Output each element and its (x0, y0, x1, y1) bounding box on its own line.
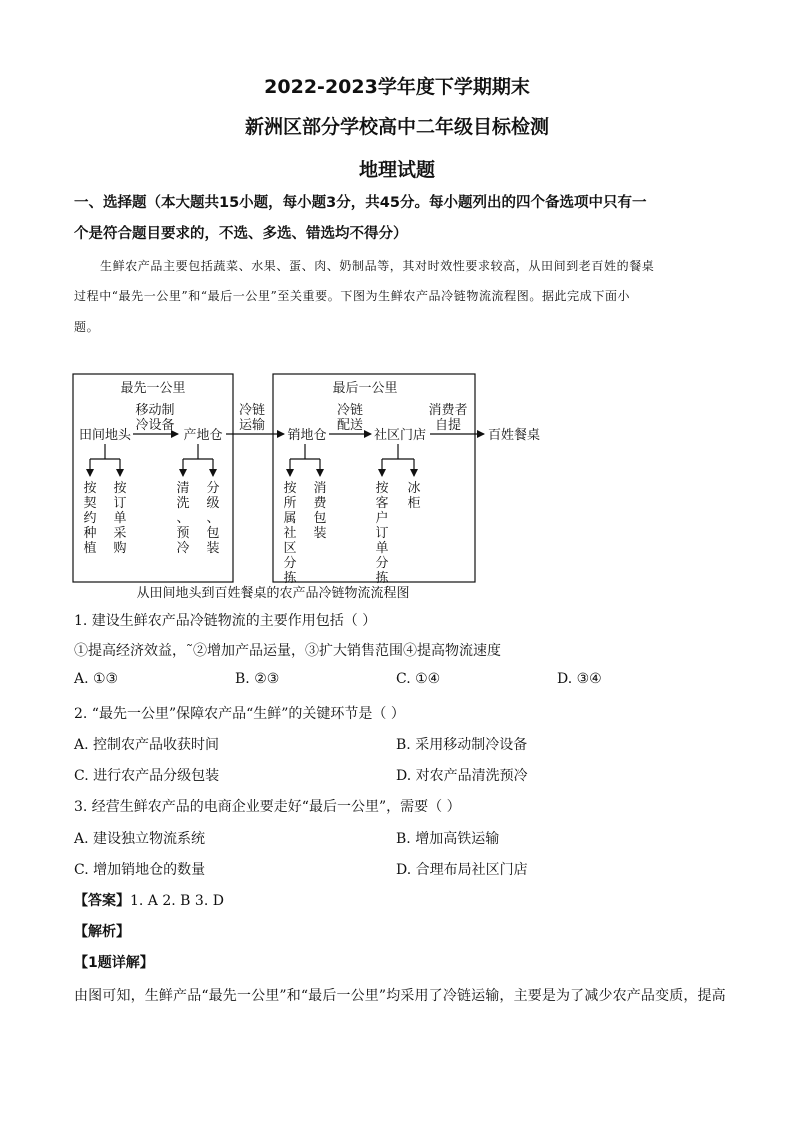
sub-item-s1-char: 契 (83, 496, 97, 511)
passage-line3: 题。 (74, 320, 100, 334)
q3-option-c[interactable]: C. 增加销地仓的数量 (74, 862, 206, 878)
sub-item-s2-char: 购 (113, 541, 127, 556)
sub-item-s5-char: 属 (283, 511, 297, 526)
sub-item-s3-char: 、 (176, 511, 190, 526)
edge-label-4b: 自提 (434, 418, 462, 433)
diagram-caption: 从田间地头到百姓餐桌的农产品冷链物流流程图 (136, 586, 410, 601)
sub-item-s6-char: 装 (313, 526, 327, 541)
edge-label-1a: 移动制 (135, 403, 175, 418)
q1-statements: ①提高经济效益，˜②增加产品运量，③扩大销售范围④提高物流速度 (74, 643, 501, 659)
sub-item-s7-char: 按 (375, 481, 389, 496)
edge-label-2b: 运输 (238, 418, 266, 433)
edge-label-3b: 配送 (336, 418, 364, 433)
q1-option-a[interactable]: A. ①③ (74, 671, 119, 687)
sub-item-s4-char: 分 (206, 481, 220, 496)
sub-item-s7-char: 分 (375, 556, 389, 571)
q2-option-b[interactable]: B. 采用移动制冷设备 (396, 737, 528, 753)
sub-item-s8-char: 柜 (407, 496, 421, 511)
sub-item-s3-char: 冷 (176, 541, 190, 556)
answer-label: 【答案】 (74, 893, 130, 909)
sub-item-s4-char: 装 (206, 541, 220, 556)
q2-option-a[interactable]: A. 控制农产品收获时间 (74, 737, 220, 753)
sub-item-s6-char: 消 (313, 481, 327, 496)
sub-item-s5-char: 区 (283, 541, 297, 556)
q2-stem: 2. “最先一公里”保障农产品“生鲜”的关键环节是（ ） (74, 706, 405, 722)
section-heading-line1: 一、选择题（本大题共15小题，每小题3分，共45分。每小题列出的四个备选项中只有一 (74, 195, 647, 211)
q1-stem: 1. 建设生鲜农产品冷链物流的主要作用包括（ ） (74, 613, 377, 629)
sub-item-s5-char: 按 (283, 481, 297, 496)
sub-item-s4-char: 、 (206, 511, 220, 526)
q1-option-c[interactable]: C. ①④ (396, 671, 441, 687)
exam-subject-title: 地理试题 (358, 159, 435, 181)
q1-option-b[interactable]: B. ②③ (235, 671, 280, 687)
exam-title-line2: 新洲区部分学校高中二年级目标检测 (244, 116, 549, 138)
q2-option-c[interactable]: C. 进行农产品分级包装 (74, 768, 220, 784)
edge-label-1b: 冷设备 (135, 418, 175, 433)
edge-label-2a: 冷链 (238, 403, 266, 418)
q1-detail-label: 【1题详解】 (74, 955, 154, 971)
section-heading-line2: 个是符合题目要求的，不选、多选、错选均不得分） (74, 226, 408, 242)
q3-option-b[interactable]: B. 增加高铁运输 (396, 831, 500, 847)
sub-item-s2-char: 单 (113, 511, 127, 526)
q3-stem: 3. 经营生鲜农产品的电商企业要走好“最后一公里”，需要（ ） (74, 799, 461, 815)
sub-item-s1-char: 按 (83, 481, 97, 496)
sub-item-s4-char: 包 (206, 526, 220, 541)
q3-option-a[interactable]: A. 建设独立物流系统 (74, 831, 206, 847)
analysis-label: 【解析】 (74, 924, 130, 940)
sub-item-s5-char: 拣 (283, 571, 297, 586)
sub-item-s4-char: 级 (206, 496, 220, 511)
edge-label-3a: 冷链 (336, 403, 364, 418)
passage-line1: 生鲜农产品主要包括蔬菜、水果、蛋、肉、奶制品等，其对时效性要求较高，从田间到老百姓的餐桌 (100, 259, 655, 273)
node-dining-table: 百姓餐桌 (487, 428, 541, 443)
sub-item-s6-char: 费 (313, 496, 327, 511)
sub-item-s7-char: 拣 (375, 571, 389, 586)
node-community-store: 社区门店 (373, 428, 427, 443)
sub-item-s1-char: 约 (83, 511, 97, 526)
exam-title-line1: 2022-2023学年度下学期期末 (264, 76, 530, 98)
sub-item-s1-char: 种 (83, 526, 97, 541)
sub-item-s2-char: 订 (113, 496, 127, 511)
q3-option-d[interactable]: D. 合理布局社区门店 (396, 862, 528, 878)
sub-item-s2-char: 采 (113, 526, 127, 541)
sub-item-s1-char: 植 (83, 541, 97, 556)
sub-item-s5-char: 分 (283, 556, 297, 571)
sub-item-s2-char: 按 (113, 481, 127, 496)
q2-option-d[interactable]: D. 对农产品清洗预冷 (396, 768, 528, 784)
sub-item-s3-char: 清 (176, 481, 190, 496)
sub-item-s7-char: 客 (375, 496, 389, 511)
sub-item-s3-char: 洗 (176, 496, 190, 511)
sub-item-s7-char: 订 (375, 526, 389, 541)
last-mile-title: 最后一公里 (332, 381, 398, 396)
q1-option-d[interactable]: D. ③④ (557, 671, 602, 687)
edge-label-4a: 消费者 (428, 403, 468, 418)
sub-item-s7-char: 户 (375, 511, 389, 526)
sub-item-s7-char: 单 (375, 541, 389, 556)
sub-item-s5-char: 社 (283, 526, 297, 541)
node-field: 田间地头 (78, 428, 132, 443)
sub-item-s6-char: 包 (313, 511, 327, 526)
passage-line2: 过程中“最先一公里”和“最后一公里”至关重要。下图为生鲜农产品冷链物流流程图。据此完成下面小 (74, 289, 631, 303)
sub-item-s8-char: 冰 (407, 481, 421, 496)
answer-values: 1. A 2. B 3. D (130, 893, 224, 909)
node-sales-warehouse: 销地仓 (287, 428, 327, 443)
analysis-text: 由图可知，生鲜产品“最先一公里”和“最后一公里”均采用了冷链运输，主要是为了减少农产品变质，提高 (74, 988, 726, 1004)
node-origin-warehouse: 产地仓 (183, 428, 223, 443)
answer-line (74, 890, 224, 910)
sub-item-s3-char: 预 (176, 526, 190, 541)
sub-item-s5-char: 所 (283, 496, 297, 511)
first-mile-title: 最先一公里 (120, 381, 186, 396)
